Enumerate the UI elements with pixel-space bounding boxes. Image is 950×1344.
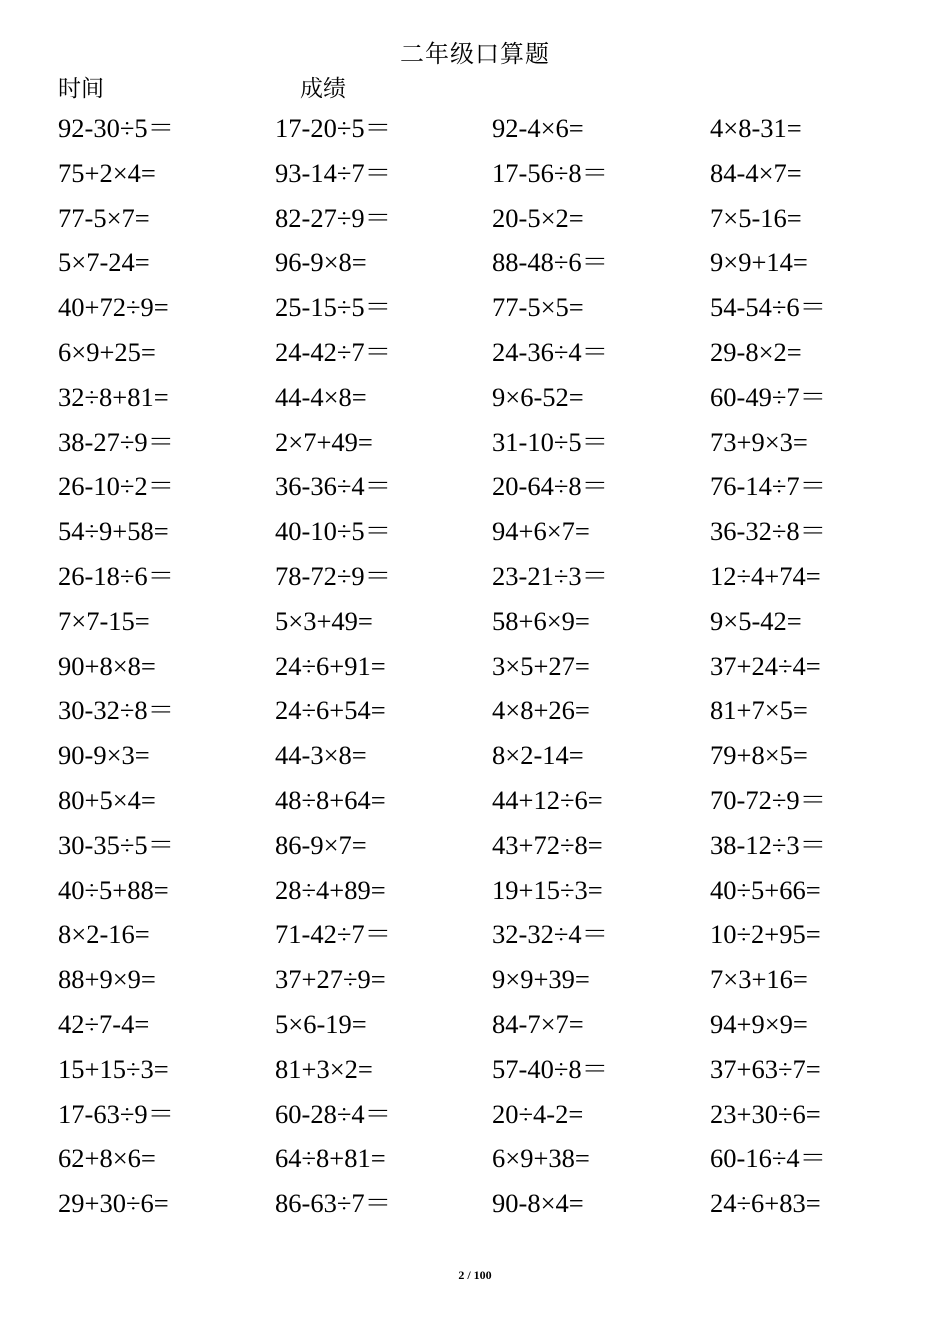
- problem-item: 84-7×7=: [492, 1008, 584, 1039]
- problem-item: 88-48÷6＝: [492, 247, 609, 278]
- problem-item: 24÷6+91=: [275, 650, 386, 681]
- problem-item: 24-36÷4＝: [492, 336, 609, 367]
- problem-item: 38-12÷3＝: [710, 829, 827, 860]
- problem-item: 42÷7-4=: [58, 1008, 150, 1039]
- problem-item: 29+30÷6=: [58, 1188, 169, 1219]
- problem-item: 40+72÷9=: [58, 292, 169, 323]
- problem-item: 10÷2+95=: [710, 919, 821, 950]
- problem-item: 44-4×8=: [275, 381, 367, 412]
- problem-item: 32÷8+81=: [58, 381, 169, 412]
- time-label: 时间: [58, 76, 104, 102]
- problem-item: 77-5×5=: [492, 292, 584, 323]
- problem-item: 81+7×5=: [710, 695, 808, 726]
- page-title: 二年级口算题: [400, 40, 550, 68]
- problem-item: 20-5×2=: [492, 202, 584, 233]
- problem-item: 20÷4-2=: [492, 1098, 584, 1129]
- problem-item: 90-8×4=: [492, 1188, 584, 1219]
- problem-item: 29-8×2=: [710, 336, 802, 367]
- problem-item: 80+5×4=: [58, 784, 156, 815]
- problem-item: 40÷5+88=: [58, 874, 169, 905]
- problem-item: 60-16÷4＝: [710, 1143, 827, 1174]
- problem-item: 17-20÷5＝: [275, 113, 392, 143]
- problem-item: 9×9+39=: [492, 964, 590, 995]
- problem-item: 7×7-15=: [58, 605, 150, 636]
- problem-item: 40÷5+66=: [710, 874, 821, 905]
- problem-item: 90+8×8=: [58, 650, 156, 681]
- problem-item: 9×6-52=: [492, 381, 584, 412]
- problem-item: 84-4×7=: [710, 157, 802, 188]
- problem-item: 94+6×7=: [492, 516, 590, 547]
- problem-item: 31-10÷5＝: [492, 426, 609, 457]
- problem-item: 26-18÷6＝: [58, 560, 175, 591]
- problem-item: 54÷9+58=: [58, 516, 169, 547]
- problem-item: 96-9×8=: [275, 247, 367, 278]
- problem-item: 4×8-31=: [710, 113, 802, 143]
- problem-item: 9×9+14=: [710, 247, 808, 278]
- problem-item: 3×5+27=: [492, 650, 590, 681]
- score-label: 成绩: [300, 76, 346, 102]
- problem-item: 7×3+16=: [710, 964, 808, 995]
- problem-item: 48÷8+64=: [275, 784, 386, 815]
- problem-item: 40-10÷5＝: [275, 516, 392, 547]
- problem-item: 86-9×7=: [275, 829, 367, 860]
- problem-item: 23+30÷6=: [710, 1098, 821, 1129]
- problem-item: 5×6-19=: [275, 1008, 367, 1039]
- problem-item: 58+6×9=: [492, 605, 590, 636]
- problem-item: 44+12÷6=: [492, 784, 603, 815]
- problem-item: 8×2-14=: [492, 740, 584, 771]
- problem-item: 5×3+49=: [275, 605, 373, 636]
- problem-item: 2×7+49=: [275, 426, 373, 457]
- problem-item: 43+72÷8=: [492, 829, 603, 860]
- problem-item: 44-3×8=: [275, 740, 367, 771]
- problem-item: 19+15÷3=: [492, 874, 603, 905]
- problem-item: 54-54÷6＝: [710, 292, 827, 323]
- problem-item: 24÷6+83=: [710, 1188, 821, 1219]
- problem-item: 17-56÷8＝: [492, 157, 609, 188]
- problem-item: 81+3×2=: [275, 1053, 373, 1084]
- problem-item: 36-32÷8＝: [710, 516, 827, 547]
- problem-item: 70-72÷9＝: [710, 784, 827, 815]
- problem-item: 79+8×5=: [710, 740, 808, 771]
- problem-item: 6×9+25=: [58, 336, 156, 367]
- problem-item: 71-42÷7＝: [275, 919, 392, 950]
- problem-item: 23-21÷3＝: [492, 560, 609, 591]
- problem-item: 30-35÷5＝: [58, 829, 175, 860]
- problem-item: 5×7-24=: [58, 247, 150, 278]
- problem-item: 86-63÷7＝: [275, 1188, 392, 1219]
- problem-item: 77-5×7=: [58, 202, 150, 233]
- problem-item: 12÷4+74=: [710, 560, 821, 591]
- problem-item: 62+8×6=: [58, 1143, 156, 1174]
- page-number: 2 / 100: [458, 1268, 492, 1282]
- problem-item: 7×5-16=: [710, 202, 802, 233]
- problem-grid: [58, 106, 938, 1226]
- problem-item: 26-10÷2＝: [58, 471, 175, 502]
- problem-item: 88+9×9=: [58, 964, 156, 995]
- problem-item: 78-72÷9＝: [275, 560, 392, 591]
- problem-item: 17-63÷9＝: [58, 1098, 175, 1129]
- problem-item: 9×5-42=: [710, 605, 802, 636]
- problem-item: 75+2×4=: [58, 157, 156, 188]
- problem-item: 93-14÷7＝: [275, 157, 392, 188]
- problem-item: 38-27÷9＝: [58, 426, 175, 457]
- problem-item: 92-4×6=: [492, 113, 584, 143]
- problem-item: 32-32÷4＝: [492, 919, 609, 950]
- problem-item: 73+9×3=: [710, 426, 808, 457]
- problem-item: 15+15÷3=: [58, 1053, 169, 1084]
- problem-item: 60-49÷7＝: [710, 381, 827, 412]
- problem-item: 20-64÷8＝: [492, 471, 609, 502]
- problem-item: 37+27÷9=: [275, 964, 386, 995]
- problem-item: 57-40÷8＝: [492, 1053, 609, 1084]
- problem-item: 82-27÷9＝: [275, 202, 392, 233]
- problem-item: 60-28÷4＝: [275, 1098, 392, 1129]
- problem-item: 6×9+38=: [492, 1143, 590, 1174]
- problem-item: 64÷8+81=: [275, 1143, 386, 1174]
- problem-item: 94+9×9=: [710, 1008, 808, 1039]
- problem-item: 28÷4+89=: [275, 874, 386, 905]
- problem-item: 4×8+26=: [492, 695, 590, 726]
- problem-item: 92-30÷5＝: [58, 113, 175, 143]
- problem-item: 90-9×3=: [58, 740, 150, 771]
- problem-item: 36-36÷4＝: [275, 471, 392, 502]
- problem-item: 37+63÷7=: [710, 1053, 821, 1084]
- problem-item: 24-42÷7＝: [275, 336, 392, 367]
- problem-item: 76-14÷7＝: [710, 471, 827, 502]
- problem-item: 8×2-16=: [58, 919, 150, 950]
- problem-item: 25-15÷5＝: [275, 292, 392, 323]
- problem-item: 37+24÷4=: [710, 650, 821, 681]
- problem-item: 24÷6+54=: [275, 695, 386, 726]
- problem-item: 30-32÷8＝: [58, 695, 175, 726]
